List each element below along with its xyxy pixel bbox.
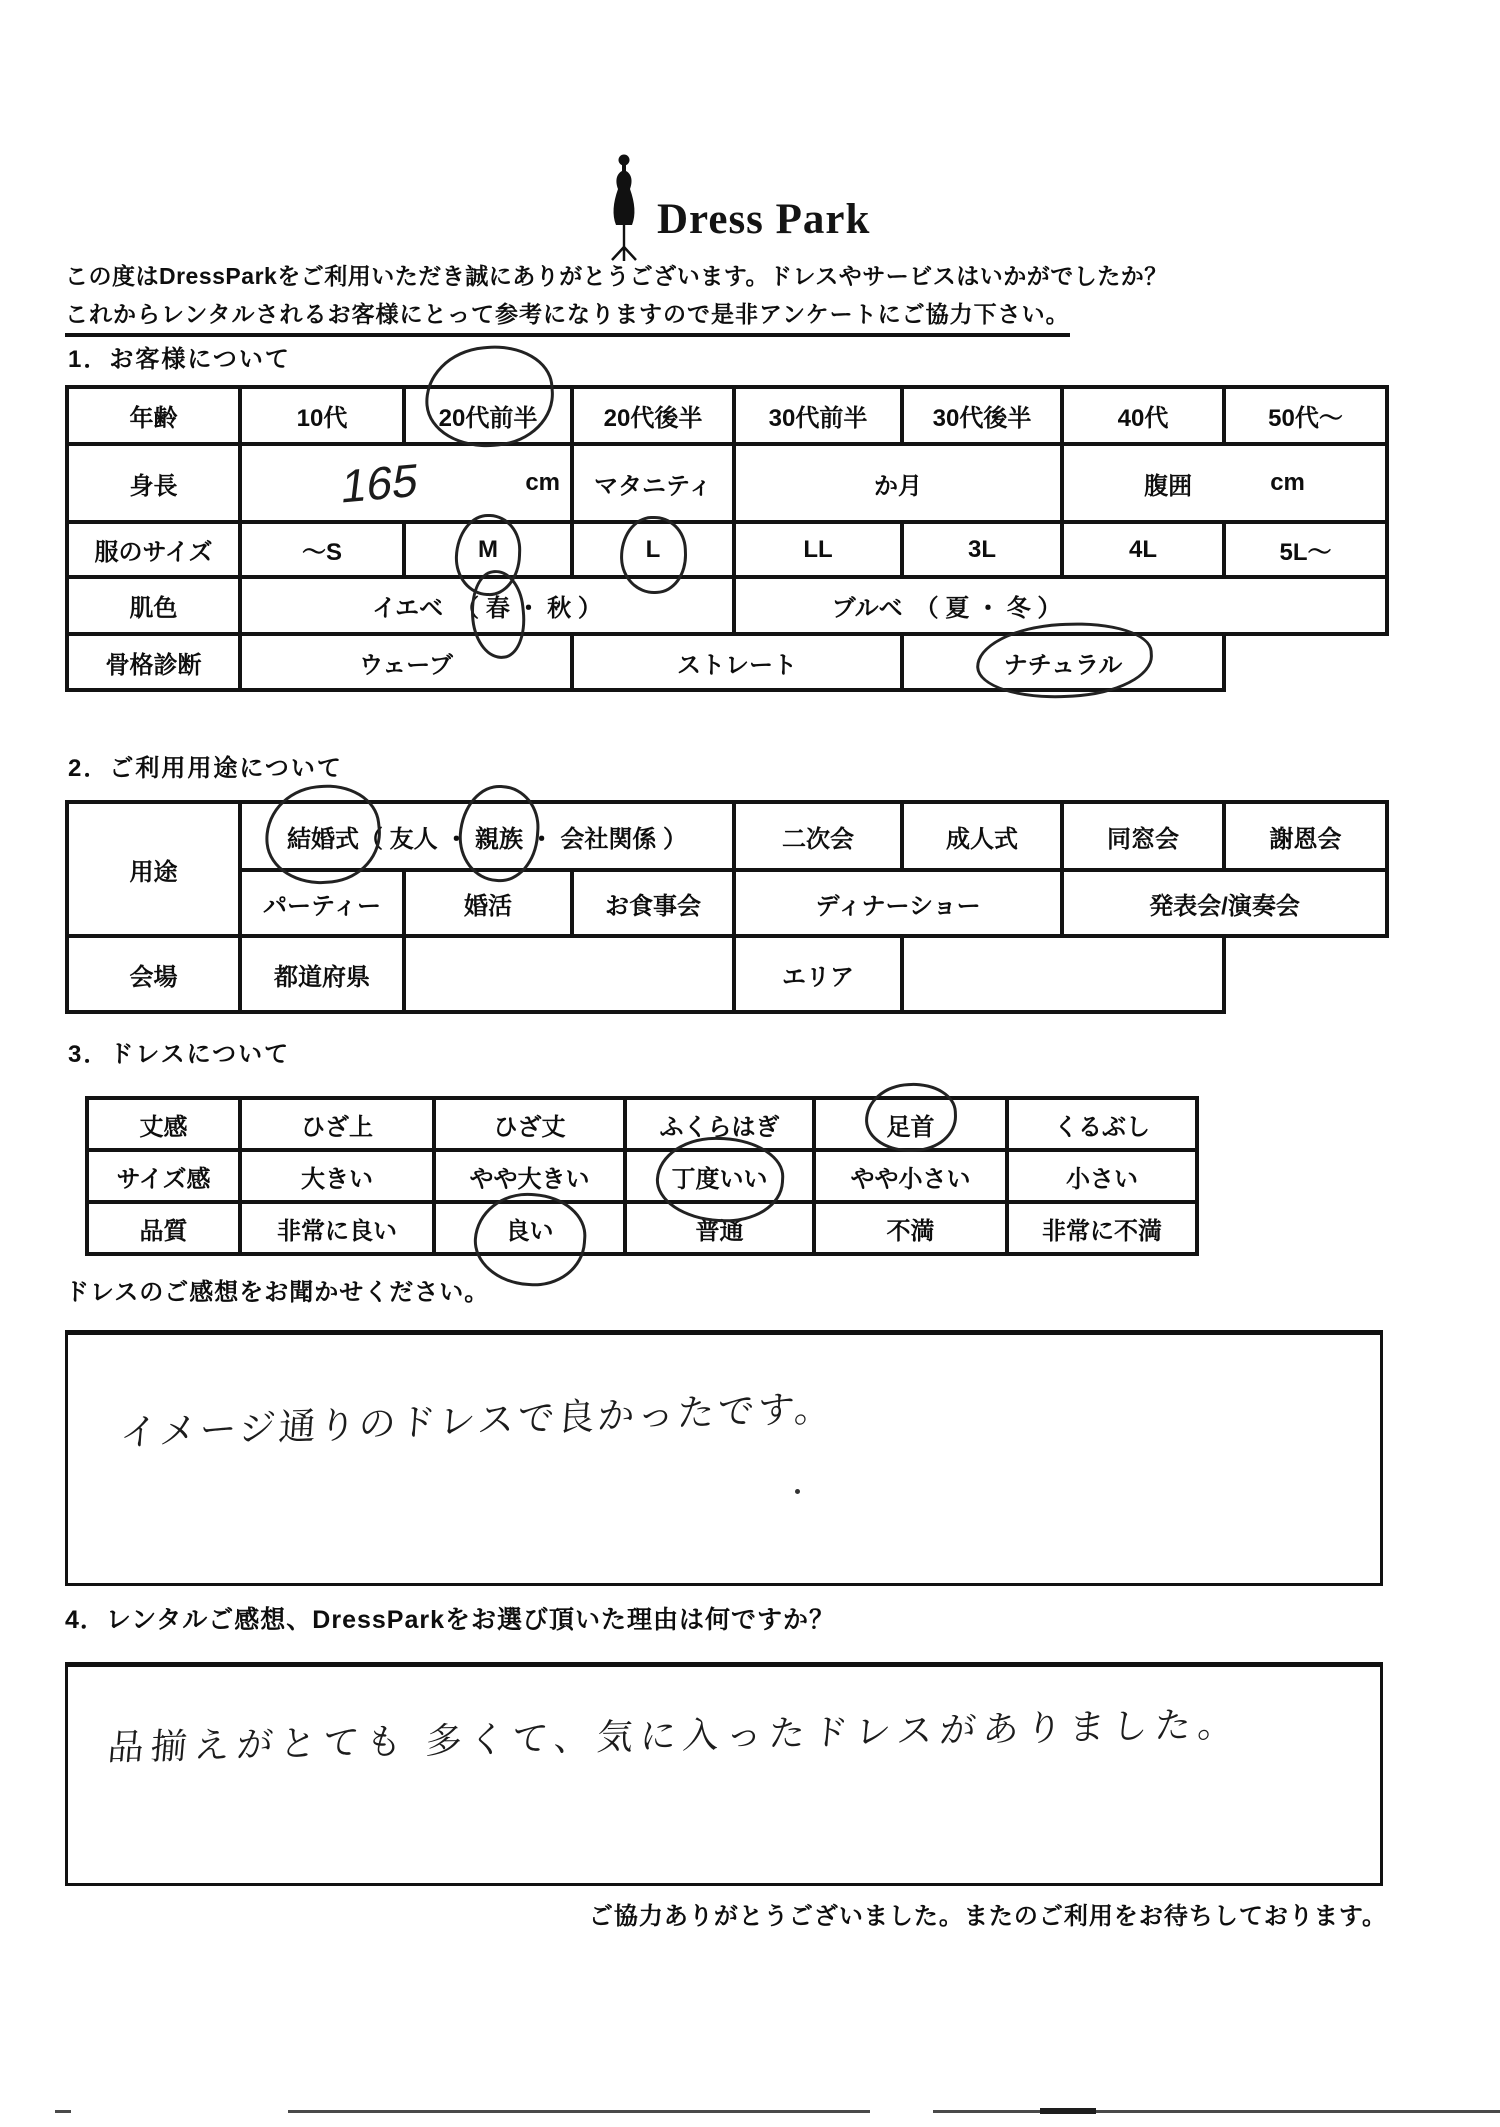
fit-option: 小さい <box>1007 1150 1197 1202</box>
dress-table <box>85 1096 1199 1256</box>
skeleton-option: ウェーブ <box>240 634 572 690</box>
scan-line-segment <box>933 2110 1500 2113</box>
age-row <box>67 387 1387 444</box>
fit-option: 大きい <box>240 1150 434 1202</box>
age-option: 10代 <box>240 387 404 444</box>
skin-warm-cell <box>240 577 734 634</box>
height-value-cell <box>240 444 572 522</box>
fit-row <box>87 1150 1197 1202</box>
skeleton-row <box>67 634 1387 690</box>
selection-circle-ankle: 足首 <box>887 1107 935 1142</box>
prefecture-input-cell <box>404 936 734 1012</box>
quality-option: 普通 <box>625 1202 814 1254</box>
selection-circle-good: 良い <box>506 1211 554 1246</box>
selection-circle-fit: 丁度いい <box>672 1159 768 1194</box>
quality-option: 非常に良い <box>240 1202 434 1254</box>
quality-row <box>87 1202 1197 1254</box>
size-option: 5L～ <box>1224 522 1387 577</box>
skin-row <box>67 577 1387 634</box>
size-option: LL <box>734 522 902 577</box>
venue-row <box>67 936 1387 1012</box>
usage-option: お食事会 <box>572 870 734 936</box>
area-label: エリア <box>734 936 902 1012</box>
skeleton-label: 骨格診断 <box>67 634 240 690</box>
fit-option: やや大きい <box>434 1150 625 1202</box>
prefecture-label: 都道府県 <box>240 936 404 1012</box>
skin-label: 肌色 <box>67 577 240 634</box>
selection-circle-relative: 親族 <box>475 819 523 854</box>
size-option: 4L <box>1062 522 1224 577</box>
section3-title: 3．ドレスについて <box>68 1041 291 1068</box>
skeleton-option-selected <box>902 634 1224 690</box>
age-option: 30代前半 <box>734 387 902 444</box>
quality-option-selected <box>434 1202 625 1254</box>
height-row <box>67 444 1387 522</box>
age-option: 30代後半 <box>902 387 1062 444</box>
dress-form-icon <box>605 153 643 263</box>
selection-circle-spring: 春 <box>486 588 510 623</box>
usage-option: 婚活 <box>404 870 572 936</box>
usage-row-1 <box>67 802 1387 870</box>
selection-circle-age: 20代前半 <box>439 398 538 433</box>
area-input-cell <box>902 936 1224 1012</box>
quality-option: 非常に不満 <box>1007 1202 1197 1254</box>
intro-line-1: この度はDressParkをご利用いただき誠にありがとうございます。ドレスやサービスはいかがでしたか？ <box>65 263 1168 289</box>
skeleton-option: ストレート <box>572 634 902 690</box>
age-option: 50代～ <box>1224 387 1387 444</box>
size-row <box>67 522 1387 577</box>
section4-title: 4．レンタルご感想、DressParkをお選び頂いた理由は何ですか？ <box>65 1606 835 1634</box>
length-label: 丈感 <box>87 1098 240 1150</box>
usage-option: 発表会/演奏会 <box>1062 870 1387 936</box>
handwritten-feedback: イメージ通りのドレスで良かったです。 <box>118 1387 836 1454</box>
scan-line-segment <box>55 2110 71 2113</box>
length-row <box>87 1098 1197 1150</box>
wedding-text: （ 友人 ・ <box>359 825 476 853</box>
months-cell: か月 <box>734 444 1062 522</box>
quality-label: 品質 <box>87 1202 240 1254</box>
usage-option: 謝恩会 <box>1224 802 1387 870</box>
waist-cell <box>1062 444 1387 522</box>
age-option-selected <box>404 387 572 444</box>
usage-label: 用途 <box>67 802 240 936</box>
scan-artifact-dot <box>795 1489 800 1494</box>
maternity-label: マタニティ <box>572 444 734 522</box>
logo-text: Dress Park <box>657 196 871 243</box>
quality-option: 不満 <box>814 1202 1007 1254</box>
usage-table <box>65 800 1389 1014</box>
wedding-text: ・ 会社関係 ） <box>523 825 688 853</box>
length-option: ひざ丈 <box>434 1098 625 1150</box>
waist-label: 腹囲 <box>1144 472 1193 500</box>
venue-label: 会場 <box>67 936 240 1012</box>
usage-option: ディナーショー <box>734 870 1062 936</box>
section2-title: 2．ご利用用途について <box>68 755 343 782</box>
size-option-selected <box>572 522 734 577</box>
height-label: 身長 <box>67 444 240 522</box>
section1-title: 1．お客様について <box>68 346 291 373</box>
fit-option-selected <box>625 1150 814 1202</box>
fit-option: やや小さい <box>814 1150 1007 1202</box>
selection-circle-size-m: M <box>478 535 498 563</box>
handwritten-reason: 品揃えがとても 多くて、気に入ったドレスがありました。 <box>106 1703 1243 1768</box>
waist-unit: cm <box>1270 469 1305 496</box>
skin-warm-post: ・ 秋 ） <box>509 595 602 622</box>
scan-line-segment <box>288 2110 870 2113</box>
reason-comment-box <box>65 1662 1383 1886</box>
intro-line-2: これからレンタルされるお客様にとって参考になりますので是非アンケートにご協力下さい。 <box>65 296 1070 337</box>
length-option: くるぶし <box>1007 1098 1197 1150</box>
usage-option: パーティー <box>240 870 404 936</box>
length-option: ふくらはぎ <box>625 1098 814 1150</box>
size-option: ～S <box>240 522 404 577</box>
usage-option: 同窓会 <box>1062 802 1224 870</box>
age-option: 20代後半 <box>572 387 734 444</box>
usage-option: 成人式 <box>902 802 1062 870</box>
feedback-prompt: ドレスのご感想をお聞かせください。 <box>65 1279 490 1306</box>
height-unit: cm <box>525 469 560 496</box>
skin-warm-pre: イエベ （ <box>372 595 486 622</box>
age-option: 40代 <box>1062 387 1224 444</box>
feedback-comment-box <box>65 1330 1383 1586</box>
scan-line-blob <box>1040 2108 1096 2114</box>
selection-circle-size-l: L <box>645 535 661 563</box>
length-option-selected <box>814 1098 1007 1150</box>
length-option: ひざ上 <box>240 1098 434 1150</box>
footer-thanks: ご協力ありがとうございました。またのご利用をお待ちしております。 <box>588 1903 1387 1930</box>
selection-circle-wedding: 結婚式 <box>287 819 359 854</box>
age-label: 年齢 <box>67 387 240 444</box>
size-label: 服のサイズ <box>67 522 240 577</box>
size-option: 3L <box>902 522 1062 577</box>
usage-option: 二次会 <box>734 802 902 870</box>
skin-cool-cell: ブルベ （ 夏 ・ 冬 ） <box>734 577 1387 634</box>
logo <box>605 153 870 263</box>
usage-row-2 <box>67 870 1387 936</box>
customer-table <box>65 385 1389 692</box>
wedding-cell <box>240 802 734 870</box>
fit-label: サイズ感 <box>87 1150 240 1202</box>
handwritten-height: 165 <box>338 453 422 513</box>
size-option-selected <box>404 522 572 577</box>
selection-circle-natural: ナチュラル <box>1004 645 1123 680</box>
